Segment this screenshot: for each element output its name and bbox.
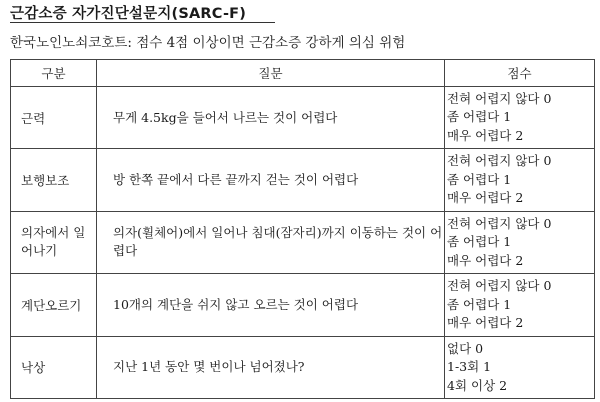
table-row bbox=[11, 336, 595, 398]
header-score: 점수 bbox=[445, 60, 595, 87]
row-scores bbox=[445, 87, 595, 149]
row-question: 의자(휠체어)에서 일어나 침대(잠자리)까지 이동하는 것이 어렵다 bbox=[97, 211, 445, 273]
score-option: 1-3회 1 bbox=[447, 359, 492, 375]
table-row bbox=[11, 211, 595, 273]
row-question: 지난 1년 동안 몇 번이나 넘어졌나? bbox=[97, 336, 445, 398]
header-category: 구분 bbox=[11, 60, 97, 87]
score-option: 매우 어렵다 2 bbox=[447, 252, 524, 268]
row-category: 계단오르기 bbox=[11, 274, 97, 336]
table-row bbox=[11, 149, 595, 211]
score-option: 전혀 어렵지 않다 0 bbox=[447, 215, 552, 231]
row-scores bbox=[445, 149, 595, 211]
score-option: 좀 어렵다 1 bbox=[447, 296, 512, 312]
table-header-row bbox=[11, 60, 595, 87]
score-option: 좀 어렵다 1 bbox=[447, 171, 512, 187]
score-option: 4회 이상 2 bbox=[447, 377, 508, 393]
page-title: 근감소증 자가진단설문지(SARC-F) bbox=[10, 6, 247, 22]
row-category: 낙상 bbox=[11, 336, 97, 398]
score-option: 좀 어렵다 1 bbox=[447, 234, 512, 250]
header-question: 질문 bbox=[97, 60, 445, 87]
row-scores bbox=[445, 274, 595, 336]
table-row bbox=[11, 274, 595, 336]
score-option: 전혀 어렵지 않다 0 bbox=[447, 278, 552, 294]
table-row bbox=[11, 87, 595, 149]
title-underline bbox=[10, 22, 275, 23]
row-scores bbox=[445, 211, 595, 273]
score-option: 없다 0 bbox=[447, 340, 484, 356]
sarc-f-table bbox=[10, 59, 595, 399]
score-option: 전혀 어렵지 않다 0 bbox=[447, 90, 552, 106]
score-option: 매우 어렵다 2 bbox=[447, 315, 524, 331]
row-category: 근력 bbox=[11, 87, 97, 149]
score-option: 전혀 어렵지 않다 0 bbox=[447, 153, 552, 169]
score-option: 좀 어렵다 1 bbox=[447, 109, 512, 125]
row-question: 무게 4.5kg을 들어서 나르는 것이 어렵다 bbox=[97, 87, 445, 149]
score-option: 매우 어렵다 2 bbox=[447, 127, 524, 143]
row-category: 보행보조 bbox=[11, 149, 97, 211]
page-subtitle: 한국노인노쇠코호트: 점수 4점 이상이면 근감소증 강하게 의심 위험 bbox=[10, 35, 406, 51]
score-option: 매우 어렵다 2 bbox=[447, 190, 524, 206]
row-question: 10개의 계단을 쉬지 않고 오르는 것이 어렵다 bbox=[97, 274, 445, 336]
row-question: 방 한쪽 끝에서 다른 끝까지 걷는 것이 어렵다 bbox=[97, 149, 445, 211]
row-category: 의자에서 일어나기 bbox=[11, 211, 97, 273]
row-scores bbox=[445, 336, 595, 398]
